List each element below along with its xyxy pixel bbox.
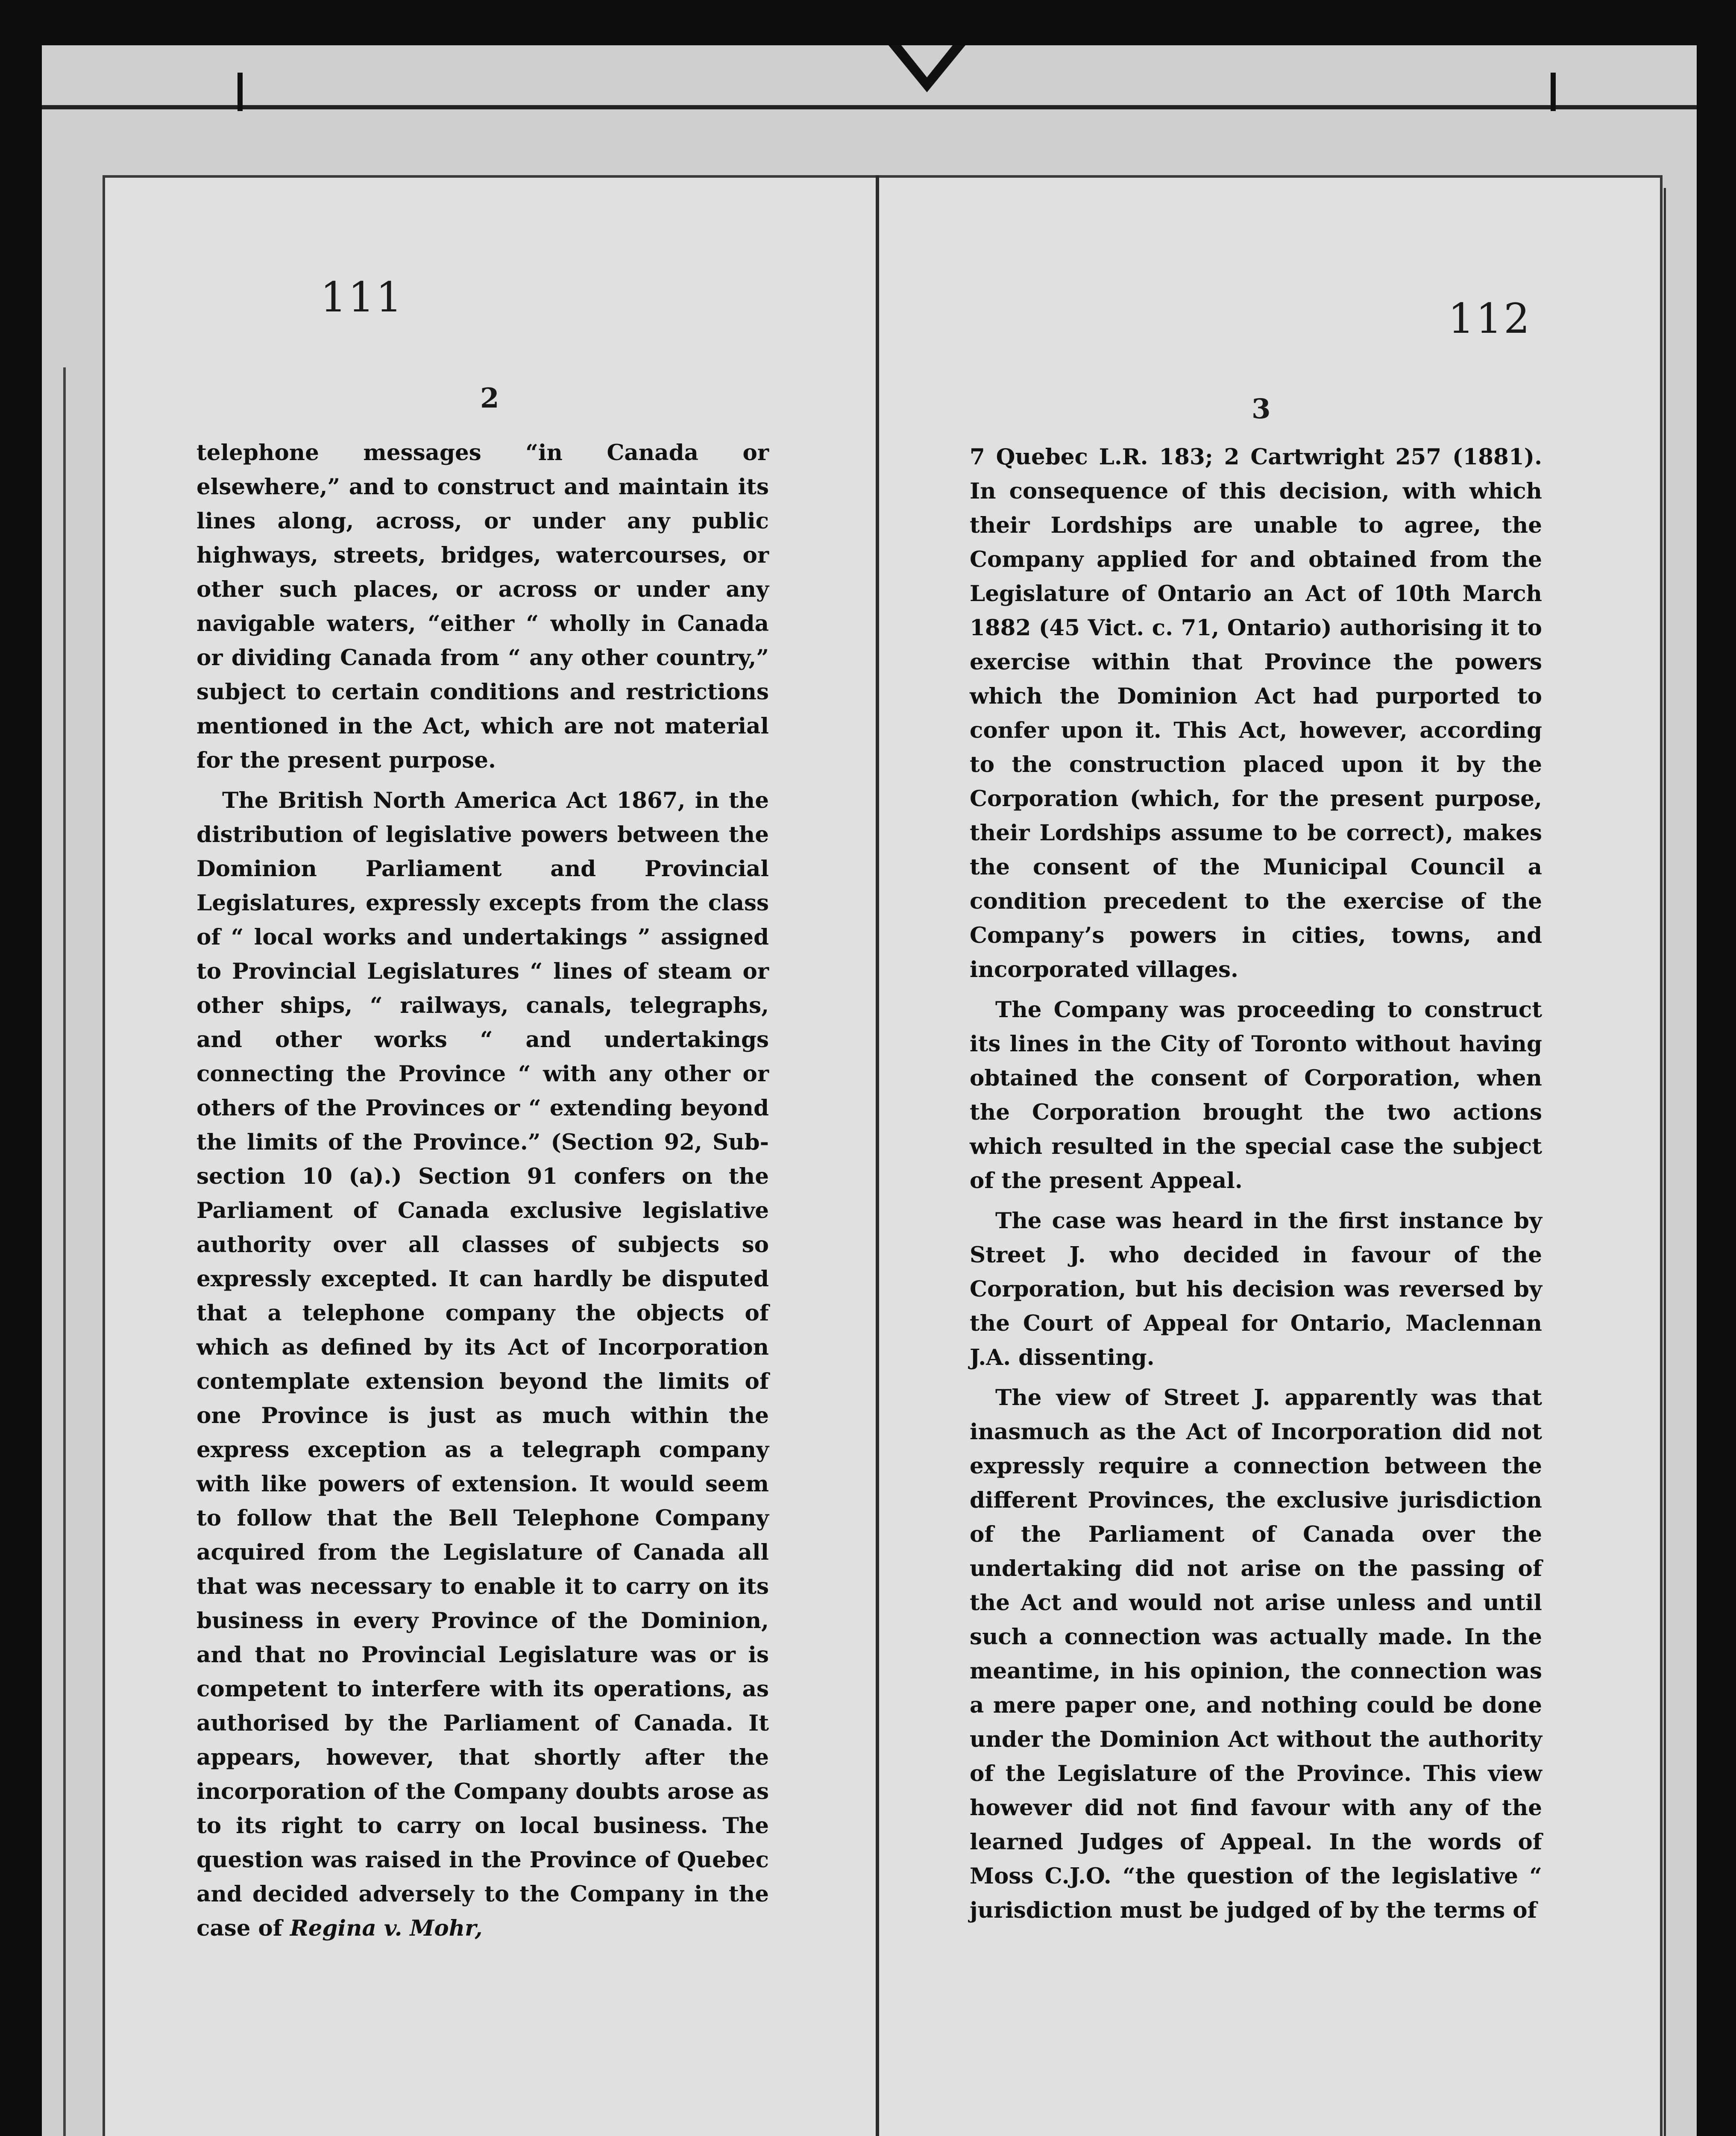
top-rule (42, 105, 1697, 109)
right-paragraph-1: 7 Quebec L.R. 183; 2 Cartwright 257 (1881). In consequence of this decision, with which their Lordships are unable to agree, the Company applied for and obtained from the Legislature of Ontario an Act of 10th March 1882 (45 Vict. c. 71, Ontario) authorising it to exercise within that Province the powers which the Dominion Act had purported to confer upon it. This Act, however, according to the construction placed upon it by the Corporation (which, for the present purpose, their Lordships assume to be correct), makes the consent of the Municipal Council a condition precedent to the exercise of the Company’s powers in cities, towns, and incorporated villages. (970, 444, 1542, 983)
left-page-text (196, 436, 769, 1945)
left-page-number: 2 (480, 382, 499, 414)
case-name: Regina v. Mohr, (290, 1916, 483, 1941)
right-tick-mark (1551, 73, 1556, 111)
right-page-number: 3 (1252, 393, 1271, 425)
right-page-text (970, 440, 1542, 1928)
right-edge-line (1664, 188, 1666, 2136)
left-paragraph-2: The British North America Act 1867, in the distribution of legislative powers between the Dominion Parliament and Provincial Legislatures, expressly excepts from the class of “ local works and undertakings ” assigned to Provincial Legislatures “ lines of steam or other ships, “ railways, canals, telegraphs, and other works “ and undertakings connecting the Province “ with any other or others of the Provinces or “ extending beyond the limits of the Province.” (Section 92, Sub-section 10 (a).) Section 91 confers on the Parliament of Canada exclusive legislative authority over all classes of subjects so expressly excepted. It can hardly be disputed that a telephone company the objects of which as defined by its Act of Incorporation contemplate extension beyond the limits of one Province is just as much within the express exception as a telegraph company with like powers of extension. It would seem to follow that the Bell Telephone Company acquired from the Legislature of Canada all that was necessary to enable it to carry on its business in every Province of the Dominion, and that no Provincial Legislature was or is competent to interfere with its operations, as authorised by the Parliament of Canada. It appears, however, that shortly after the incorporation of the Company doubts arose as to its right to carry on local business. The question was raised in the Province of Quebec and decided adversely to the Company in the case of Regina v. Mohr, (196, 788, 769, 1941)
right-paragraph-2: The Company was proceeding to construct its lines in the City of Toronto without having obtained the consent of Corporation, when the Corporation brought the two actions which resulted in the special case the subject of the present Appeal. (970, 997, 1542, 1194)
left-margin-line (63, 367, 66, 2136)
left-folio-number: 111 (320, 273, 404, 321)
page-spine (876, 175, 879, 2136)
left-tick-mark (238, 73, 243, 111)
right-paragraph-3: The case was heard in the first instance by Street J. who decided in favour of the Corporation, but his decision was reversed by the Court of Appeal for Ontario, Maclennan J.A. dissenting. (970, 1208, 1542, 1370)
right-folio-number: 112 (1448, 295, 1532, 343)
left-paragraph-1: telephone messages “in Canada or elsewhere,” and to construct and maintain its lines along, across, or under any public highways, streets, bridges, watercourses, or other such places, or across or under any navigable waters, “either “ wholly in Canada or dividing Canada from “ any other country,” subject to certain conditions and restrictions mentioned in the Act, which are not material for the present purpose. (196, 440, 769, 773)
right-paragraph-4: The view of Street J. apparently was that inasmuch as the Act of Incorporation did not expressly require a connection between the different Provinces, the exclusive jurisdiction of the Parliament of Canada over the undertaking did not arise on the passing of the Act and would not arise unless and until such a connection was actually made. In the meantime, in his opinion, the connection was a mere paper one, and nothing could be done under the Dominion Act without the authority of the Legislature of the Province. This view however did not find favour with any of the learned Judges of Appeal. In the words of Moss C.J.O. “the question of the legislative “ jurisdiction must be judged of by the terms of (970, 1385, 1542, 1923)
